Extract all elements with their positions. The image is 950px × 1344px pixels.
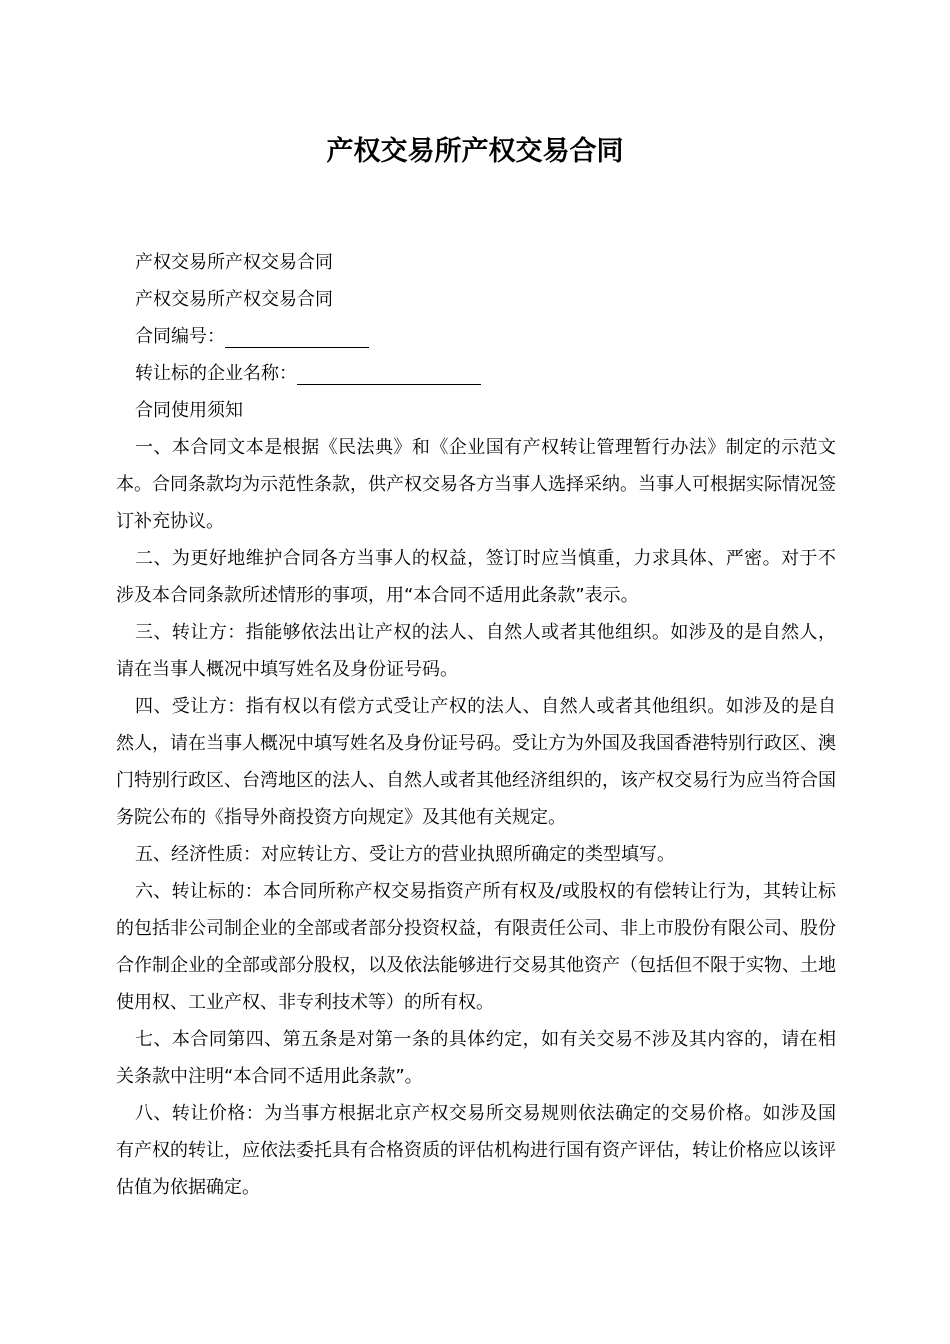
paragraph-4: 四、受让方：指有权以有偿方式受让产权的法人、自然人或者其他组织。如涉及的是自然人，请在当事人概况中填写姓名及身份证号码。受让方为外国及我国香港特别行政区、澳门特别行政区、台湾地区的法人、自然人或者其他经济组织的，该产权交易行为应当符合国务院公布的《指导外商投资方向规定》及其他有关规定。	[116, 696, 836, 828]
company-name-blank	[297, 362, 481, 385]
paragraph-2: 二、为更好地维护合同各方当事人的权益，签订时应当慎重，力求具体、严密。对于不涉及本合同条款所述情形的事项，用“本合同不适用此条款”表示。	[116, 548, 836, 606]
paragraph-7: 七、本合同第四、第五条是对第一条的具体约定，如有关交易不涉及其内容的，请在相关条款中注明“本合同不适用此条款”。	[116, 1029, 836, 1087]
header-line-1: 产权交易所产权交易合同	[135, 252, 333, 273]
notice-heading: 合同使用须知	[135, 400, 243, 421]
company-name-row	[116, 355, 836, 392]
header-line-2: 产权交易所产权交易合同	[135, 289, 333, 310]
document-body	[116, 244, 836, 1206]
document-title: 产权交易所产权交易合同	[326, 136, 624, 167]
contract-number-row	[116, 318, 836, 355]
company-name-label: 转让标的企业名称：	[135, 363, 297, 384]
paragraph-3: 三、转让方：指能够依法出让产权的法人、自然人或者其他组织。如涉及的是自然人，请在当事人概况中填写姓名及身份证号码。	[116, 622, 836, 680]
paragraph-1: 一、本合同文本是根据《民法典》和《企业国有产权转让管理暂行办法》制定的示范文本。合同条款均为示范性条款，供产权交易各方当事人选择采纳。当事人可根据实际情况签订补充协议。	[116, 437, 836, 532]
paragraph-8: 八、转让价格：为当事方根据北京产权交易所交易规则依法确定的交易价格。如涉及国有产权的转让，应依法委托具有合格资质的评估机构进行国有资产评估，转让价格应以该评估值为依据确定。	[116, 1103, 836, 1198]
paragraph-5: 五、经济性质：对应转让方、受让方的营业执照所确定的类型填写。	[135, 844, 675, 865]
contract-number-label: 合同编号：	[135, 326, 225, 347]
contract-number-blank	[225, 325, 369, 348]
paragraph-6: 六、转让标的：本合同所称产权交易指资产所有权及/或股权的有偿转让行为，其转让标的包括非公司制企业的全部或者部分投资权益，有限责任公司、非上市股份有限公司、股份合作制企业的全部或部分股权，以及依法能够进行交易其他资产（包括但不限于实物、土地使用权、工业产权、非专利技术等）的所有权。	[116, 881, 836, 1013]
